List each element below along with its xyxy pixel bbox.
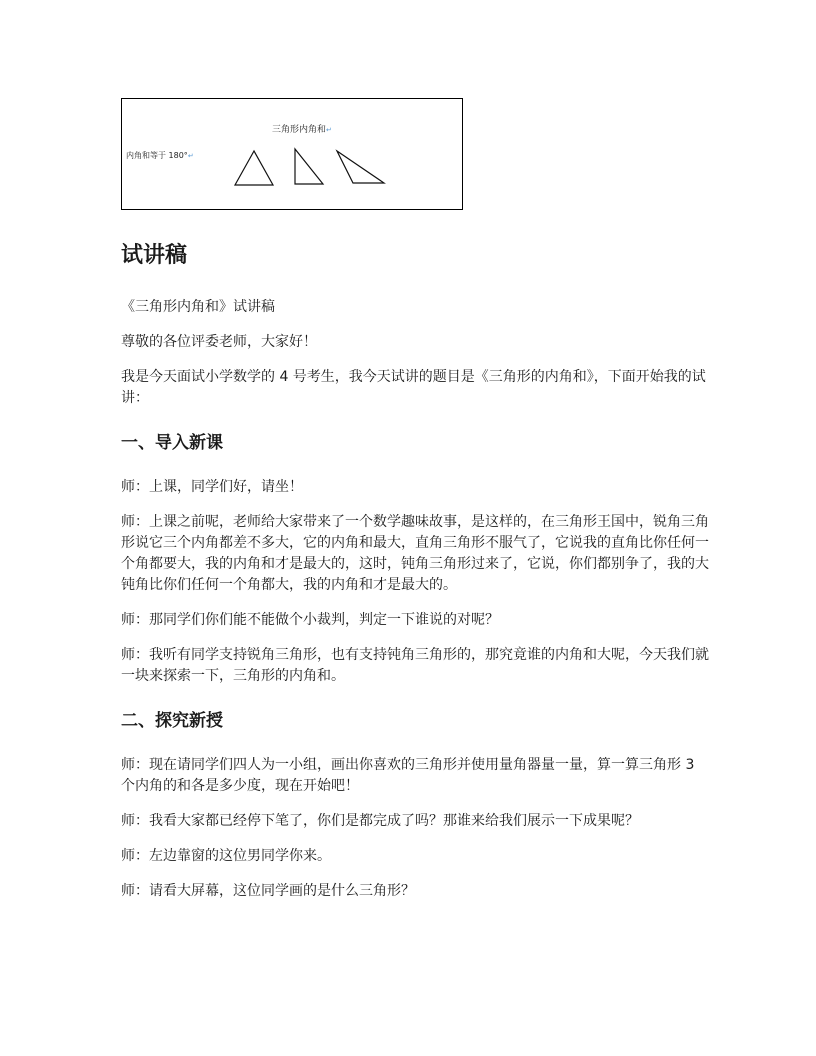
body-paragraph: 师：那同学们你们能不能做个小裁判，判定一下谁说的对呢？ [121, 612, 499, 628]
body-paragraph: 师：上课，同学们好，请坐！ [121, 479, 303, 495]
intro-paragraph: 尊敬的各位评委老师，大家好！ [121, 334, 317, 350]
document-body [121, 236, 711, 916]
paragraph-mark-icon: ↵ [187, 152, 194, 160]
triangles-drawing [122, 99, 462, 209]
triangle-figure [121, 98, 463, 210]
right-triangle-icon [295, 149, 323, 184]
body-paragraph: 师：左边靠窗的这位男同学你来。 [121, 848, 331, 864]
section-heading: 一、导入新课 [121, 433, 223, 453]
body-paragraph: 师：上课之前呢，老师给大家带来了一个数学趣味故事，是这样的，在三角形王国中，锐角三角形说它三个内角都差不多大，它的内角和最大，直角三角形不服气了，它说我的直角比你任何一个角都要大，我的内角和才是最大的，这时，钝角三角形过来了，它说，你们都别争了，我的大钝角比你们任何一个角都大，我的内角和才是最大的。 [121, 514, 709, 593]
section-heading: 二、探究新授 [121, 711, 223, 731]
body-paragraph: 师：请看大屏幕，这位同学画的是什么三角形？ [121, 883, 415, 899]
figure-title: 三角形内角和 [272, 125, 327, 135]
intro-paragraph: 《三角形内角和》试讲稿 [121, 299, 275, 315]
figure-left-label: 内角和等于 180° [126, 151, 188, 160]
acute-triangle-icon [235, 151, 273, 185]
paragraph-mark-icon: ↵ [326, 126, 332, 134]
body-paragraph: 师：我听有同学支持锐角三角形，也有支持钝角三角形的，那究竟谁的内角和大呢，今天我们就一块来探索一下，三角形的内角和。 [121, 647, 709, 684]
body-paragraph: 师：我看大家都已经停下笔了，你们是都完成了吗？那谁来给我们展示一下成果呢？ [121, 813, 639, 829]
document-title: 试讲稿 [121, 243, 188, 268]
body-paragraph: 师：现在请同学们四人为一小组，画出你喜欢的三角形并使用量角器量一量，算一算三角形 3 个内角的和各是多少度，现在开始吧！ [121, 757, 695, 794]
obtuse-triangle-icon [337, 151, 384, 183]
intro-paragraph: 我是今天面试小学数学的 4 号考生，我今天试讲的题目是《三角形的内角和》，下面开始我的试讲： [121, 369, 706, 406]
